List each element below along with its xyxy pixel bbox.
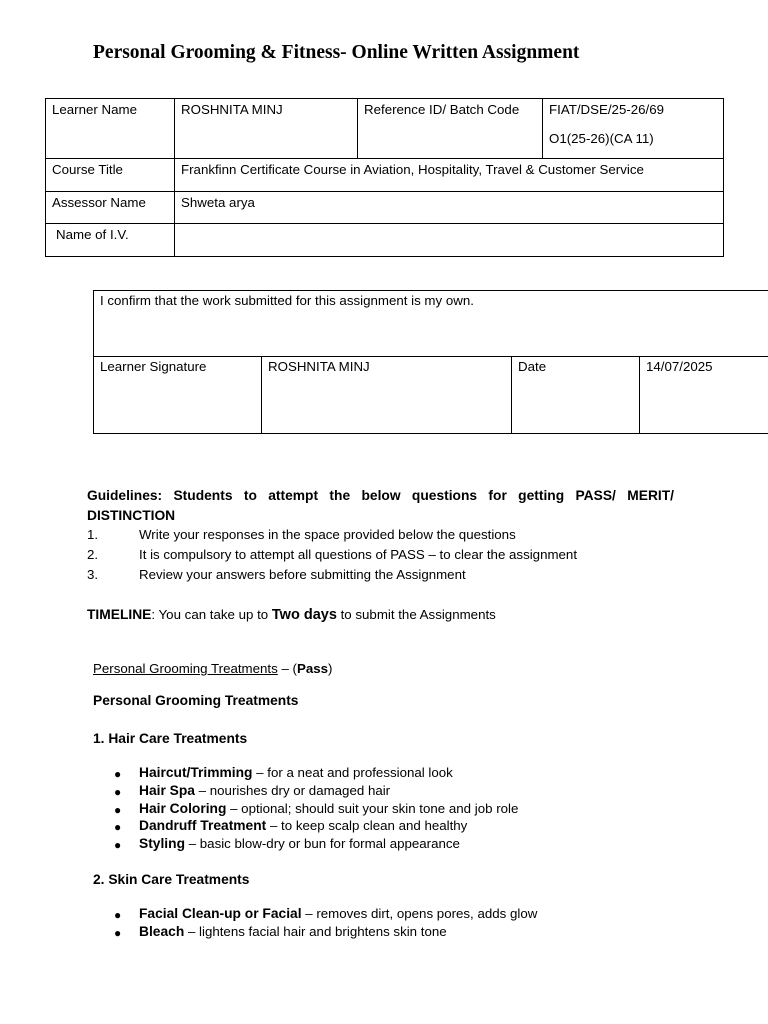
learner-name: ROSHNITA MINJ	[181, 102, 283, 117]
date-cell	[640, 357, 768, 434]
guideline-text: Review your answers before submitting the Assignment	[139, 567, 466, 582]
learner-info-table	[45, 98, 724, 257]
iv-label-cell	[46, 224, 175, 257]
learner-name-cell	[175, 99, 358, 159]
pass-label: Pass	[296, 661, 329, 676]
confirmation-table	[93, 290, 768, 434]
guideline-text: Write your responses in the space provided below the questions	[139, 527, 516, 542]
bullet-icon: ●	[114, 908, 122, 922]
hair-item	[139, 818, 467, 833]
timeline-emphasis: Two days	[271, 607, 337, 623]
timeline-text-before: : You can take up to	[151, 607, 272, 622]
section-heading: Personal Grooming Treatments	[93, 693, 299, 708]
reference-label: Reference ID/ Batch Code	[364, 102, 520, 117]
bullet-icon: ●	[114, 767, 122, 781]
assessor-label-cell	[46, 192, 175, 224]
section-close: )	[328, 661, 333, 676]
item-desc: – removes dirt, opens pores, adds glow	[301, 906, 538, 921]
signature-label: Learner Signature	[100, 359, 207, 374]
item-desc: – basic blow-dry or bun for formal appearance	[185, 836, 460, 851]
item-term: Facial Clean-up or Facial	[139, 906, 302, 921]
learner-name-label-cell	[46, 99, 175, 159]
hair-item	[139, 783, 390, 798]
course-title-cell	[175, 159, 724, 192]
item-desc: – optional; should suit your skin tone and job role	[226, 801, 519, 816]
item-term: Bleach	[139, 924, 185, 939]
skin-item	[139, 924, 447, 939]
document-title: Personal Grooming & Fitness- Online Written Assignment	[93, 42, 580, 63]
learner-name-label: Learner Name	[52, 102, 137, 117]
section-dash: – (	[277, 661, 297, 676]
iv-label: Name of I.V.	[56, 227, 129, 242]
item-desc: – to keep scalp clean and healthy	[266, 818, 468, 833]
guideline-number: 2.	[87, 547, 99, 562]
assessor-label: Assessor Name	[52, 195, 146, 210]
item-desc: – for a neat and professional look	[252, 765, 453, 780]
bullet-icon: ●	[114, 926, 122, 940]
course-title: Frankfinn Certificate Course in Aviation, Hospitality, Travel & Customer Service	[181, 162, 644, 177]
reference-value-cell	[543, 99, 724, 159]
guidelines-heading: Guidelines: Students to attempt the below questions for getting PASS/ MERIT/ DISTINCTION	[87, 488, 674, 523]
bullet-icon: ●	[114, 803, 122, 817]
timeline-text-after: to submit the Assignments	[336, 607, 496, 622]
item-desc: – lightens facial hair and brightens skin tone	[184, 924, 447, 939]
item-term: Hair Coloring	[139, 801, 227, 816]
hair-item	[139, 765, 453, 780]
course-title-label: Course Title	[52, 162, 123, 177]
section-pass-line	[93, 661, 332, 676]
signature-cell	[262, 357, 512, 434]
bullet-icon: ●	[114, 838, 122, 852]
reference-value-line2: O1(25-26)(CA 11)	[549, 131, 654, 146]
bullet-icon: ●	[114, 785, 122, 799]
reference-label-cell	[358, 99, 543, 159]
timeline-line	[87, 607, 496, 623]
date-label: Date	[518, 359, 547, 374]
reference-value-line1: FIAT/DSE/25-26/69	[549, 102, 665, 117]
item-desc: – nourishes dry or damaged hair	[194, 783, 391, 798]
timeline-label: TIMELINE	[87, 607, 152, 622]
iv-cell	[175, 224, 724, 257]
assessor-cell	[175, 192, 724, 224]
bullet-icon: ●	[114, 820, 122, 834]
date-label-cell	[512, 357, 640, 434]
skin-item	[139, 906, 537, 921]
hair-care-heading: 1. Hair Care Treatments	[93, 731, 248, 746]
guideline-number: 1.	[87, 527, 99, 542]
course-title-label-cell	[46, 159, 175, 192]
confirmation-cell	[94, 291, 768, 357]
signature-value: ROSHNITA MINJ	[268, 359, 370, 374]
assessor-name: Shweta arya	[181, 195, 255, 210]
item-term: Hair Spa	[139, 783, 195, 798]
item-term: Haircut/Trimming	[139, 765, 253, 780]
date-value: 14/07/2025	[646, 359, 713, 374]
section-link[interactable]: Personal Grooming Treatments	[93, 661, 278, 676]
hair-item	[139, 801, 518, 816]
item-term: Styling	[139, 836, 185, 851]
item-term: Dandruff Treatment	[139, 818, 267, 833]
signature-label-cell	[94, 357, 262, 434]
guideline-text: It is compulsory to attempt all questions of PASS – to clear the assignment	[139, 547, 578, 562]
guideline-number: 3.	[87, 567, 99, 582]
hair-item	[139, 836, 460, 851]
confirmation-statement: I confirm that the work submitted for this assignment is my own.	[100, 293, 474, 308]
skin-care-heading: 2. Skin Care Treatments	[93, 872, 250, 887]
